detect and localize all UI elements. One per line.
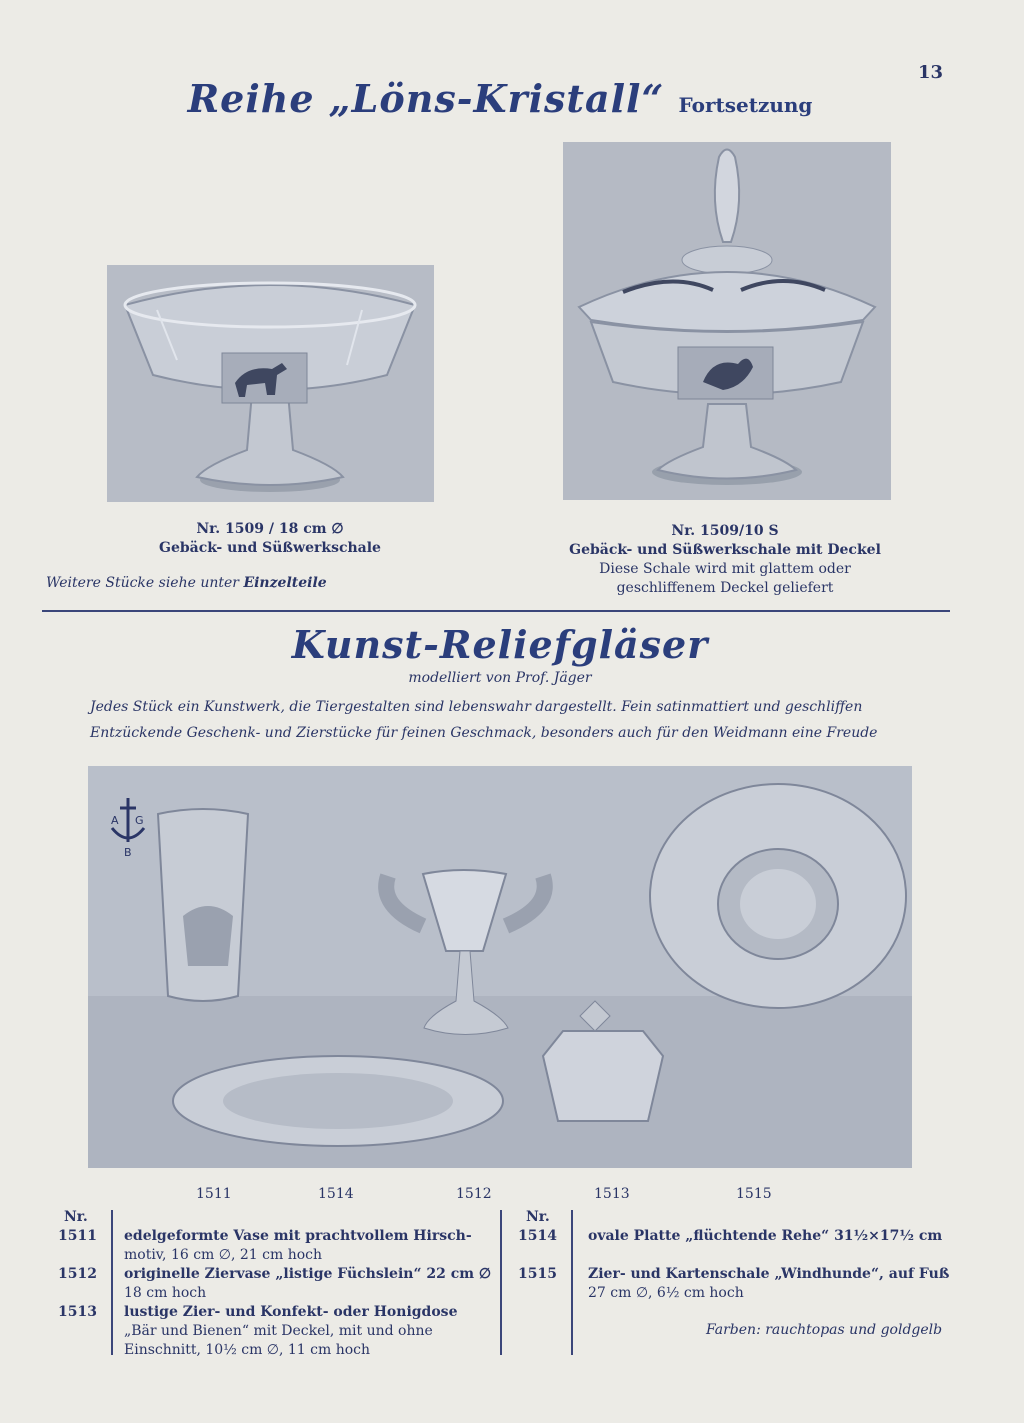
available-colors: Farben: rauchtopas und goldgelb bbox=[706, 1322, 943, 1338]
page-title-subtitle: Fortsetzung bbox=[678, 93, 813, 117]
photo-label-1511: 1511 bbox=[196, 1186, 232, 1202]
photo-label-1513: 1513 bbox=[594, 1186, 630, 1202]
section-description bbox=[90, 694, 910, 746]
list-item-line: lustige Zier- und Konfekt- oder Honigdose bbox=[124, 1304, 458, 1320]
photo-bowl-1509 bbox=[107, 265, 434, 502]
see-also-text: Weitere Stücke siehe unter bbox=[46, 575, 239, 591]
list-item-nr: 1512 bbox=[58, 1266, 97, 1282]
list-item-line: ovale Platte „flüchtende Rehe“ 31½×17½ cm bbox=[588, 1228, 943, 1244]
list-item-line: originelle Ziervase „listige Füchslein“ 22 cm ∅ bbox=[124, 1266, 492, 1282]
list-item-text bbox=[124, 1227, 498, 1265]
item-desc-line1: Diese Schale wird mit glattem oder bbox=[599, 561, 851, 577]
item-number-1509: Nr. 1509 / 18 cm ∅ bbox=[196, 521, 344, 537]
list-item bbox=[58, 1265, 498, 1303]
section-divider bbox=[42, 610, 950, 612]
section-title: Kunst-Reliefgläser bbox=[291, 622, 709, 667]
page-title-text: Reihe „Löns‑Kristall“ bbox=[187, 76, 665, 121]
list-item-text bbox=[124, 1303, 498, 1360]
list-item bbox=[58, 1227, 498, 1265]
list-item-line: edelgeformte Vase mit prachtvollem Hirsch- bbox=[124, 1228, 472, 1244]
section-subtitle: modelliert von Prof. Jäger bbox=[408, 670, 592, 686]
list-item-line: motiv, 16 cm ∅, 21 cm hoch bbox=[124, 1247, 323, 1263]
item-name-1509-10s: Gebäck- und Süßwerkschale mit Deckel bbox=[569, 542, 881, 558]
list-item-text bbox=[588, 1265, 954, 1303]
list-item-line: Zier- und Kartenschale „Windhunde“, auf Fuß bbox=[588, 1266, 950, 1282]
caption-1509-10s bbox=[540, 522, 910, 598]
list-item-line: Einschnitt, 10½ cm ∅, 11 cm hoch bbox=[124, 1342, 371, 1358]
relief-glasses-image bbox=[88, 766, 912, 1168]
logo-letter-left: A bbox=[111, 814, 119, 827]
list-item bbox=[518, 1265, 954, 1303]
page-number: 13 bbox=[918, 62, 944, 83]
list-right bbox=[518, 1227, 954, 1303]
photo-label-1512: 1512 bbox=[456, 1186, 492, 1202]
list-item-line: 27 cm ∅, 6½ cm hoch bbox=[588, 1285, 744, 1301]
page-title bbox=[0, 76, 1000, 121]
list-item-line: 18 cm hoch bbox=[124, 1285, 207, 1301]
list-item bbox=[518, 1227, 954, 1246]
list-item bbox=[58, 1303, 498, 1360]
list-item-nr: 1513 bbox=[58, 1304, 97, 1320]
photo-label-1514: 1514 bbox=[318, 1186, 354, 1202]
see-also-link[interactable]: Einzelteile bbox=[243, 575, 327, 591]
description-line-2: Entzückende Geschenk- und Zierstücke für feinen Geschmack, besonders auch für den Weidmann eine Freude bbox=[90, 725, 878, 741]
item-number-1509-10s: Nr. 1509/10 S bbox=[671, 523, 779, 539]
list-item-line: „Bär und Bienen“ mit Deckel, mit und ohne bbox=[124, 1323, 433, 1339]
list-item-nr: 1511 bbox=[58, 1228, 97, 1244]
list-left bbox=[58, 1227, 498, 1360]
description-line-1: Jedes Stück ein Kunstwerk, die Tiergestalten sind lebenswahr dargestellt. Fein satinmattiert und geschliffen bbox=[90, 699, 863, 715]
list-middle-divider bbox=[500, 1210, 502, 1355]
list-item-nr: 1514 bbox=[518, 1228, 557, 1244]
photo-covered-bowl-1509-10s bbox=[563, 142, 891, 500]
list-left-header: Nr. bbox=[64, 1209, 88, 1225]
list-item-text bbox=[588, 1227, 954, 1246]
caption-1509 bbox=[120, 520, 420, 558]
see-also-note bbox=[46, 575, 406, 591]
item-name-1509: Gebäck- und Süßwerkschale bbox=[159, 540, 381, 556]
logo-letter-bottom: B bbox=[124, 846, 132, 859]
list-item-nr: 1515 bbox=[518, 1266, 557, 1282]
list-right-header: Nr. bbox=[526, 1209, 550, 1225]
item-desc-line2: geschliffenem Deckel geliefert bbox=[616, 580, 834, 596]
photo-label-1515: 1515 bbox=[736, 1186, 772, 1202]
logo-letter-right: G bbox=[135, 814, 144, 827]
list-item-text bbox=[124, 1265, 498, 1303]
covered-bowl-image bbox=[563, 142, 891, 500]
photo-relief-glasses bbox=[88, 766, 912, 1168]
bowl-image bbox=[107, 265, 434, 502]
